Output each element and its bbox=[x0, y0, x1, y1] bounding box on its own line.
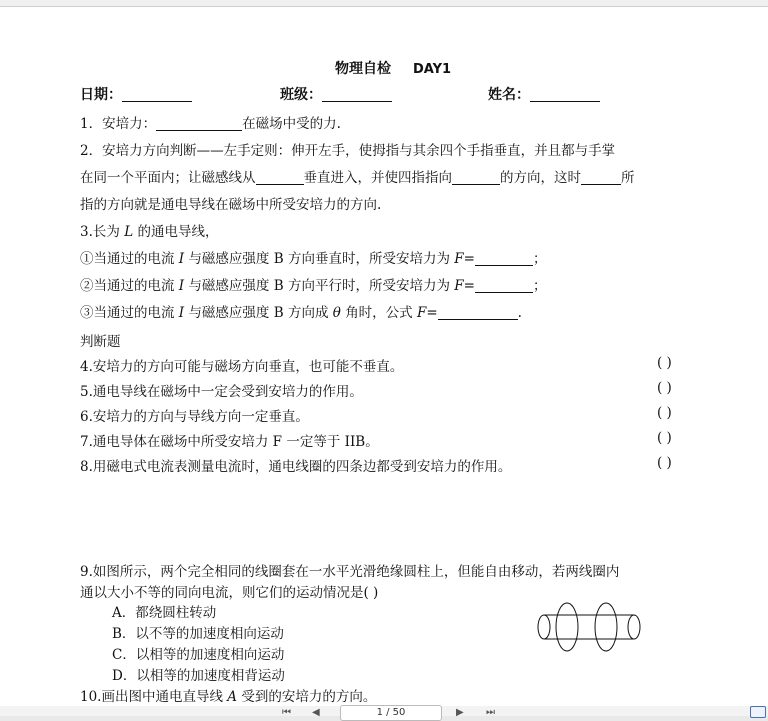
page-number-input[interactable]: 1 / 50 bbox=[340, 705, 442, 721]
page-title bbox=[335, 58, 451, 78]
judge-answer-6: ( ) bbox=[657, 405, 672, 421]
first-page-icon[interactable]: ⏮ bbox=[282, 707, 291, 718]
judge-item-8: 8.用磁电式电流表测量电流时，通电线圈的四条边都受到安培力的作用。 bbox=[80, 459, 512, 475]
question-9-option-d: D．以相等的加速度相背运动 bbox=[112, 668, 285, 684]
title-text: 物理自检 bbox=[335, 61, 391, 77]
judge-answer-8: ( ) bbox=[657, 455, 672, 471]
document-page bbox=[0, 6, 768, 707]
question-9-option-a: A．都绕圆柱转动 bbox=[112, 605, 217, 621]
judge-answer-4: ( ) bbox=[657, 355, 672, 371]
judge-answer-5: ( ) bbox=[657, 380, 672, 396]
prev-page-icon[interactable]: ◀ bbox=[312, 707, 320, 718]
question-2-line2: 在同一个平面内；让磁感线从 垂直进入，并使四指指向 的方向，这时 所 bbox=[80, 170, 635, 186]
judge-item-6: 6.安培力的方向与导线方向一定垂直。 bbox=[80, 409, 309, 425]
judge-item-5: 5.通电导线在磁场中一定会受到安培力的作用。 bbox=[80, 384, 363, 400]
fit-page-icon[interactable] bbox=[750, 706, 766, 718]
question-9-line1: 9.如图所示，两个完全相同的线圈套在一水平光滑绝缘圆柱上，但能自由移动，若两线圈内 bbox=[80, 564, 620, 580]
question-3-case1: ①当通过的电流 I 与磁感应强度 B 方向垂直时，所受安培力为 F= ； bbox=[80, 251, 547, 267]
name-field: 姓名： bbox=[488, 84, 600, 104]
question-10: 10.画出图中通电直导线 A 受到的安培力的方向。 bbox=[80, 689, 377, 705]
judge-item-7: 7.通电导体在磁场中所受安培力 F 一定等于 IIB。 bbox=[80, 434, 379, 450]
question-3-intro: 3.长为 L 的通电导线， bbox=[80, 224, 219, 240]
date-field: 日期： bbox=[80, 84, 192, 104]
class-field: 班级： bbox=[280, 84, 392, 104]
next-page-icon[interactable]: ▶ bbox=[456, 707, 464, 718]
last-page-icon[interactable]: ⏭ bbox=[486, 707, 495, 718]
question-9-line2: 通以大小不等的同向电流，则它们的运动情况是( ) bbox=[80, 585, 379, 601]
title-day: DAY1 bbox=[413, 62, 452, 77]
question-3-case2: ②当通过的电流 I 与磁感应强度 B 方向平行时，所受安培力为 F= ； bbox=[80, 278, 547, 294]
question-2-line1: 2．安培力方向判断——左手定则：伸开左手，使拇指与其余四个手指垂直，并且都与手掌 bbox=[80, 143, 616, 159]
coils-on-cylinder-diagram bbox=[534, 601, 646, 657]
question-3-case3: ③当通过的电流 I 与磁感应强度 B 方向成 θ 角时，公式 F= . bbox=[80, 305, 522, 321]
judge-heading: 判断题 bbox=[80, 334, 121, 350]
question-1: 1．安培力： 在磁场中受的力. bbox=[80, 116, 341, 132]
judge-item-4: 4.安培力的方向可能与磁场方向垂直，也可能不垂直。 bbox=[80, 359, 404, 375]
question-9-option-c: C．以相等的加速度相向运动 bbox=[112, 647, 285, 663]
judge-answer-7: ( ) bbox=[657, 430, 672, 446]
question-2-line3: 指的方向就是通电导线在磁场中所受安培力的方向. bbox=[80, 197, 382, 213]
question-9-option-b: B．以不等的加速度相向运动 bbox=[112, 626, 284, 642]
